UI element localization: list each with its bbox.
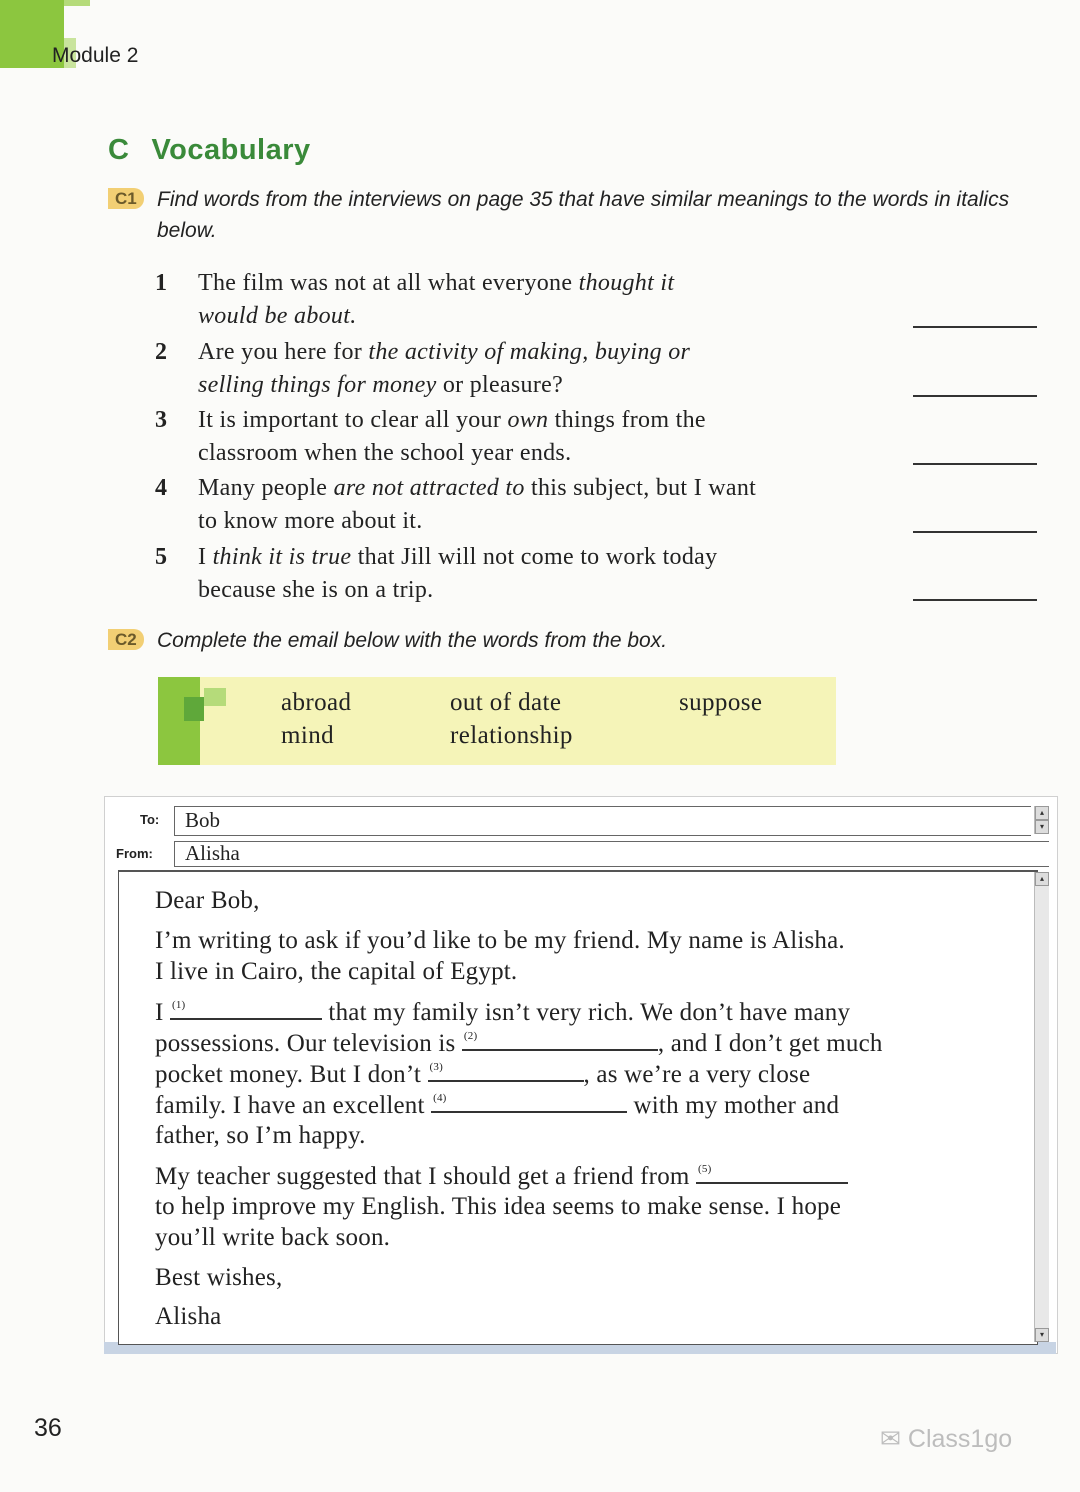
email-text-line: possessions. Our television is (2) , and I don’t get much xyxy=(155,1027,883,1059)
from-field[interactable] xyxy=(174,841,1049,867)
email-text-line: I (1) that my family isn’t very rich. We don’t have many xyxy=(155,996,850,1028)
email-text-line: I’m writing to ask if you’d like to be my friend. My name is Alisha. xyxy=(155,927,845,954)
question-text: Many people are not attracted to this subject, but I want to know more about it. xyxy=(198,475,757,534)
email-text-line: pocket money. But I don’t (3) , as we’re a very close xyxy=(155,1058,810,1090)
word-box-square xyxy=(184,697,204,721)
wechat-icon: ✉ xyxy=(880,1425,908,1453)
exercise-instruction-c2: Complete the email below with the words from the box. xyxy=(157,629,668,652)
page-number: 36 xyxy=(34,1414,62,1442)
email-closing: Best wishes, xyxy=(155,1264,283,1291)
email-text-line: family. I have an excellent (4) with my mother and xyxy=(155,1089,839,1121)
section-title xyxy=(108,134,311,167)
to-field-scrollbar[interactable] xyxy=(1034,806,1049,834)
scroll-up-icon[interactable]: ▴ xyxy=(1035,872,1049,886)
answer-line[interactable] xyxy=(913,395,1037,397)
question-number: 2 xyxy=(155,339,167,365)
answer-line[interactable] xyxy=(913,326,1037,328)
email-text-line: My teacher suggested that I should get a friend from (5) xyxy=(155,1160,848,1192)
question-text: I think it is true that Jill will not come to work today because she is on a trip. xyxy=(198,544,718,603)
exercise-tag-c1: C1 xyxy=(108,188,144,209)
email-greeting: Dear Bob, xyxy=(155,887,260,914)
answer-line[interactable] xyxy=(913,531,1037,533)
from-label: From: xyxy=(116,846,153,861)
question-number: 1 xyxy=(155,270,167,296)
blank-5[interactable]: (5) xyxy=(696,1160,848,1184)
module-label: Module 2 xyxy=(52,44,139,67)
from-value: Alisha xyxy=(185,841,240,865)
exercise-instruction-c1: Find words from the interviews on page 35 that have similar meanings to the words in italics below. xyxy=(157,188,1010,242)
blank-2[interactable]: (2) xyxy=(462,1027,658,1051)
question-number: 3 xyxy=(155,407,167,433)
email-body-scrollbar[interactable] xyxy=(1034,872,1049,1342)
question-number: 5 xyxy=(155,544,167,570)
corner-decoration-strip xyxy=(64,0,90,6)
word-option: out of date xyxy=(450,689,562,716)
word-option: suppose xyxy=(679,689,763,716)
email-text-line: father, so I’m happy. xyxy=(155,1122,366,1149)
email-signature: Alisha xyxy=(155,1303,222,1330)
word-option: relationship xyxy=(450,722,573,749)
watermark: ✉ Class1go xyxy=(880,1425,1013,1453)
blank-3[interactable]: (3) xyxy=(428,1058,584,1082)
email-text-line: I live in Cairo, the capital of Egypt. xyxy=(155,958,518,985)
scroll-down-icon[interactable]: ▾ xyxy=(1035,820,1049,834)
word-box-square xyxy=(204,688,226,706)
word-option: abroad xyxy=(281,689,352,716)
question-text: The film was not at all what everyone thought it would be about. xyxy=(198,270,675,329)
section-letter: C xyxy=(108,134,130,166)
to-label: To: xyxy=(140,812,160,827)
exercise-tag-c2: C2 xyxy=(108,629,144,650)
scroll-up-icon[interactable]: ▴ xyxy=(1035,806,1049,820)
question-text: It is important to clear all your own things from the classroom when the school year ends. xyxy=(198,407,706,466)
email-text-line: you’ll write back soon. xyxy=(155,1224,391,1251)
answer-line[interactable] xyxy=(913,463,1037,465)
question-number: 4 xyxy=(155,475,167,501)
scroll-down-icon[interactable]: ▾ xyxy=(1035,1328,1049,1342)
blank-4[interactable]: (4) xyxy=(431,1089,627,1113)
question-text: Are you here for the activity of making, buying or selling things for money or pleasure? xyxy=(198,339,691,398)
word-box-accent xyxy=(158,677,200,765)
to-value: Bob xyxy=(185,808,221,832)
blank-1[interactable]: (1) xyxy=(170,996,322,1020)
answer-line[interactable] xyxy=(913,599,1037,601)
word-option: mind xyxy=(281,722,334,749)
section-heading: Vocabulary xyxy=(151,134,311,166)
to-field[interactable] xyxy=(174,806,1031,836)
email-text-line: to help improve my English. This idea seems to make sense. I hope xyxy=(155,1193,842,1220)
